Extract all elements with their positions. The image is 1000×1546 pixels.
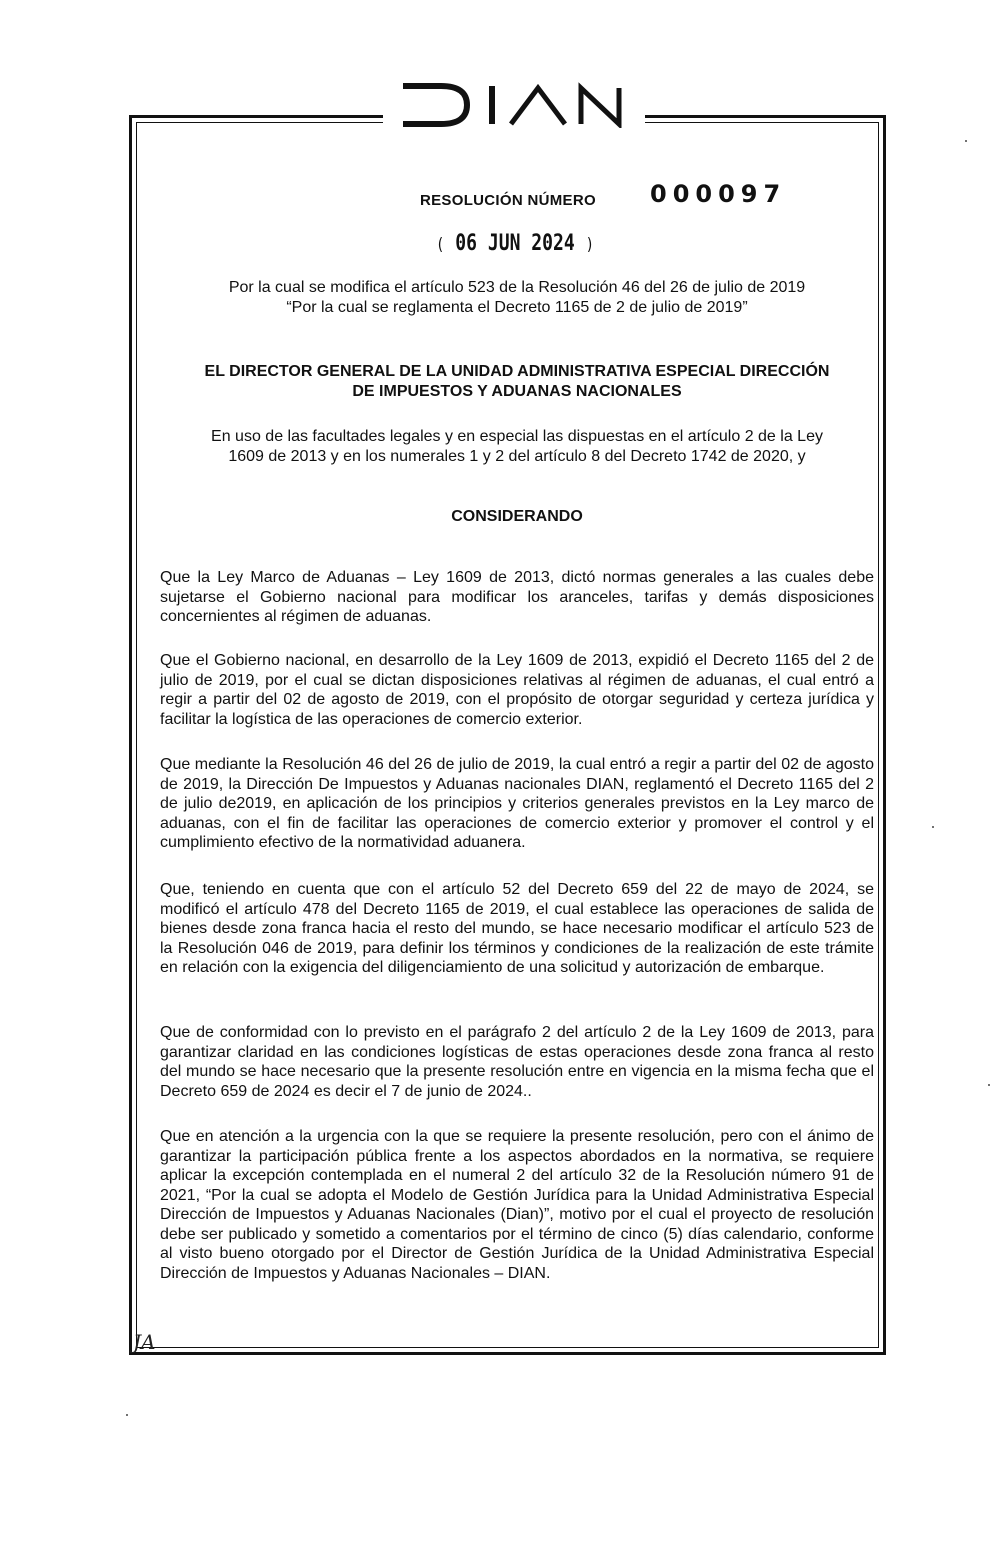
handwritten-initials: JA [133, 1330, 156, 1354]
paragraph: Que el Gobierno nacional, en desarrollo de la Ley 1609 de 2013, expidió el Decreto 1165 del 2 de julio de 2019, por el cual se dictan disposiciones relativas al régimen de aduanas, el cual entró a regir a partir del 02 de agosto de 2019, con el propósito de otorgar seguridad y certeza jurídica y facilitar la logística de las operaciones de comercio exterior. [160, 652, 874, 728]
scan-speck [988, 1084, 990, 1086]
resolution-date-line [436, 231, 594, 256]
authority-title-line-2: DE IMPUESTOS Y ADUANAS NACIONALES [352, 382, 682, 400]
considerando-heading: CONSIDERANDO [451, 508, 583, 525]
resolution-number: 000097 [650, 180, 787, 208]
subject-line-2: “Por la cual se reglamenta el Decreto 1165 de 2 de julio de 2019” [286, 298, 748, 316]
logo-area [0, 72, 1000, 132]
paragraph: Que, teniendo en cuenta que con el artículo 52 del Decreto 659 del 22 de mayo de 2024, se modificó el artículo 478 del Decreto 1165 de 2019, el cual establece las operaciones de salida de bienes desde zona franca hacia el resto del mundo, se hace necesario modificar el artículo 523 de la Resolución 046 de 2019, para definir los términos y condiciones de la realización de este trámite en relación con la exigencia del diligenciamiento de una solicitud y autorización de embarque. [160, 881, 874, 976]
paragraph: Que en atención a la urgencia con la que se requiere la presente resolución, pero con el ánimo de garantizar la participación pública frente a los aspectos abordados en la normativa, se requiere aplicar la excepción contemplada en el numeral 2 del artículo 32 de la Resolución número 91 de 2021, “Por la cual se adopta el Modelo de Gestión Jurídica para la Unidad Administrativa Especial Dirección de Impuestos y Aduanas Nacionales (Dian)”, motivo por el cual el proyecto de resolución debe ser publicado y sometido a comentarios por el término de cinco (5) días calendario, conforme al visto bueno otorgado por el Director de Gestión Jurídica de la Unidad Administrativa Especial Dirección de Impuestos y Aduanas Nacionales – DIAN. [160, 1128, 874, 1282]
authority-title [160, 362, 874, 401]
resolution-label: RESOLUCIÓN NÚMERO [420, 192, 596, 209]
scan-speck [932, 826, 934, 828]
close-paren: ) [585, 235, 595, 255]
paragraph: Que de conformidad con lo previsto en el parágrafo 2 del artículo 2 de la Ley 1609 de 2013, para garantizar claridad en las condiciones logísticas de estas operaciones desde zona franca al resto del mundo se hace necesario que la presente resolución entre en vigencia en la misma fecha que el Decreto 659 de 2024 es decir el 7 de junio de 2024.. [160, 1024, 874, 1100]
subject-line-1: Por la cual se modifica el artículo 523 de la Resolución 46 del 26 de julio de 2019 [228, 279, 806, 296]
scan-speck [965, 140, 967, 142]
subject [160, 278, 874, 317]
resolution-date: 06 JUN 2024 [455, 231, 575, 256]
scan-speck [126, 1414, 128, 1416]
authority-powers-line-2: 1609 de 2013 y en los numerales 1 y 2 del artículo 8 del Decreto 1742 de 2020, y [228, 447, 806, 465]
authority-title-line-1: EL DIRECTOR GENERAL DE LA UNIDAD ADMINISTRATIVA ESPECIAL DIRECCIÓN [204, 363, 830, 380]
authority-powers-line-1: En uso de las facultades legales y en especial las dispuestas en el artículo 2 de la Ley [211, 428, 823, 445]
dian-logo [393, 78, 633, 128]
paragraph: Que mediante la Resolución 46 del 26 de julio de 2019, la cual entró a regir a partir del 02 de agosto de 2019, la Dirección De Impuestos y Aduanas nacionales DIAN, reglamentó el Decreto 1165 del 2 de julio de2019, en aplicación de los principios y criterios generales previstos en la Ley marco de aduanas, con el fin de facilitar las operaciones de comercio exterior y promover el control y el cumplimiento efectivo de la normatividad aduanera. [160, 756, 874, 851]
paragraph: Que la Ley Marco de Aduanas – Ley 1609 de 2013, dictó normas generales a las cuales debe sujetarse el Gobierno nacional para modificar los aranceles, tarifas y demás disposiciones concernientes al régimen de aduanas. [160, 569, 874, 625]
authority-powers [160, 427, 874, 466]
open-paren: ( [436, 235, 445, 255]
